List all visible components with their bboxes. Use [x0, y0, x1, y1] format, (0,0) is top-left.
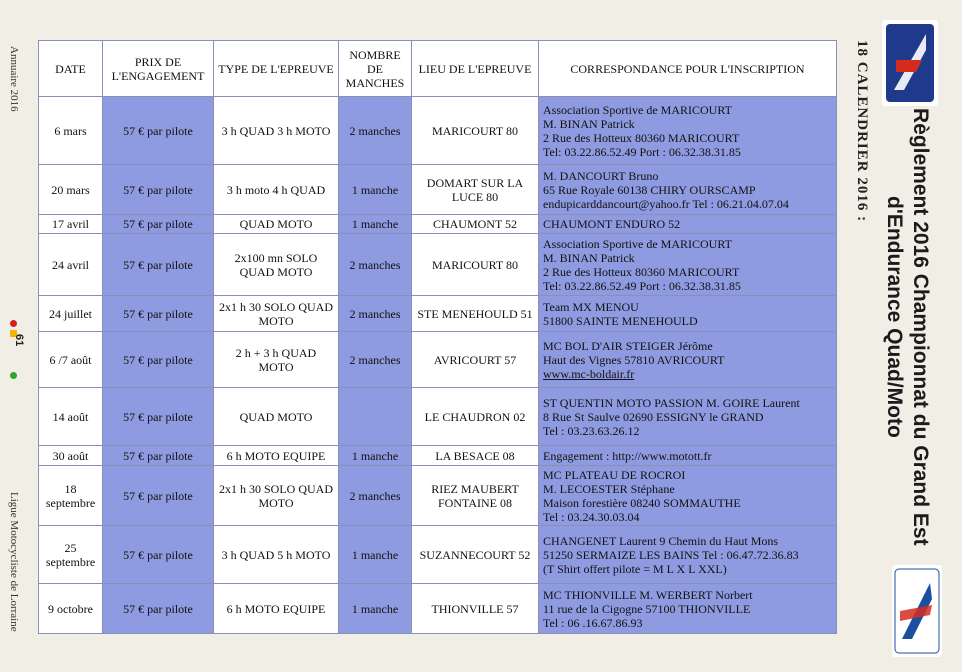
header-prix: PRIX DE L'ENGAGEMENT	[103, 41, 214, 97]
cell-prix: 57 € par pilote	[103, 526, 214, 584]
cell-type: 2x1 h 30 SOLO QUAD MOTO	[214, 466, 339, 526]
cell-date: 9 octobre	[39, 584, 103, 634]
ligue-label: Ligue Motocycliste de Lorraine	[8, 492, 20, 632]
correspondance-line: Tel : 03.24.30.03.04	[543, 509, 640, 524]
correspondance-line: MC PLATEAU DE ROCROI	[543, 467, 686, 482]
cell-type: 6 h MOTO EQUIPE	[214, 584, 339, 634]
cell-date: 18 septembre	[39, 466, 103, 526]
cell-correspondance	[539, 466, 837, 526]
cell-date: 6 /7 août	[39, 332, 103, 388]
cell-manches: 2 manches	[339, 97, 412, 165]
table-row	[39, 215, 837, 234]
correspondance-line: 65 Rue Royale 60138 CHIRY OURSCAMP	[543, 182, 756, 197]
correspondance-line: Maison forestière 08240 SOMMAUTHE	[543, 495, 741, 510]
title-line-1: Règlement 2016 Championnat du Grand Est	[909, 108, 932, 546]
header-lieu: LIEU DE L'EPREUVE	[412, 41, 539, 97]
cell-date: 6 mars	[39, 97, 103, 165]
cell-prix: 57 € par pilote	[103, 332, 214, 388]
ffm-logo	[882, 20, 938, 106]
table-row	[39, 332, 837, 388]
red-dot-icon	[10, 320, 17, 327]
correspondance-line: CHAUMONT ENDURO 52	[543, 217, 681, 231]
table-row	[39, 584, 837, 634]
correspondance-line: MC BOL D'AIR STEIGER Jérôme	[543, 338, 713, 353]
correspondance-line: 51800 SAINTE MENEHOULD	[543, 313, 698, 328]
correspondance-line: Association Sportive de MARICOURT	[543, 236, 732, 251]
cell-lieu: THIONVILLE 57	[412, 584, 539, 634]
cell-lieu: CHAUMONT 52	[412, 215, 539, 234]
correspondance-line: Tel : 03.23.63.26.12	[543, 423, 640, 438]
cell-type: 6 h MOTO EQUIPE	[214, 446, 339, 466]
title-line-2: d'Endurance Quad/Moto	[883, 196, 906, 438]
calendar-table	[38, 40, 837, 634]
correspondance-line[interactable]: www.mc-boldair.fr	[543, 366, 635, 381]
correspondance-line: 2 Rue des Hotteux 80360 MARICOURT	[543, 264, 740, 279]
cell-date: 25 septembre	[39, 526, 103, 584]
cell-manches: 2 manches	[339, 332, 412, 388]
cell-date: 24 juillet	[39, 296, 103, 332]
cell-correspondance	[539, 215, 837, 234]
cell-prix: 57 € par pilote	[103, 234, 214, 296]
table-header-row	[39, 41, 837, 97]
correspondance-line: Tel : 06 .16.67.86.93	[543, 615, 643, 630]
correspondance-line: Association Sportive de MARICOURT	[543, 102, 732, 117]
cell-correspondance	[539, 97, 837, 165]
cell-manches: 2 manches	[339, 234, 412, 296]
cell-correspondance	[539, 526, 837, 584]
correspondance-line: Haut des Vignes 57810 AVRICOURT	[543, 352, 725, 367]
cell-date: 30 août	[39, 446, 103, 466]
header-date: DATE	[39, 41, 103, 97]
correspondance-line: 11 rue de la Cigogne 57100 THIONVILLE	[543, 601, 751, 616]
cell-lieu: DOMART SUR LA LUCE 80	[412, 165, 539, 215]
cell-date: 20 mars	[39, 165, 103, 215]
cell-type: 2 h + 3 h QUAD MOTO	[214, 332, 339, 388]
table-row	[39, 446, 837, 466]
cell-prix: 57 € par pilote	[103, 215, 214, 234]
table-row	[39, 97, 837, 165]
cell-prix: 57 € par pilote	[103, 296, 214, 332]
cell-correspondance	[539, 332, 837, 388]
cell-manches: 1 manche	[339, 165, 412, 215]
cell-manches: 1 manche	[339, 446, 412, 466]
cell-date: 14 août	[39, 388, 103, 446]
cell-prix: 57 € par pilote	[103, 388, 214, 446]
cell-prix: 57 € par pilote	[103, 466, 214, 526]
header-type: TYPE DE L'EPREUVE	[214, 41, 339, 97]
table-row	[39, 234, 837, 296]
cell-prix: 57 € par pilote	[103, 584, 214, 634]
cell-manches: 2 manches	[339, 296, 412, 332]
lml-logo	[892, 565, 942, 657]
cell-prix: 57 € par pilote	[103, 97, 214, 165]
correspondance-line: 2 Rue des Hotteux 80360 MARICOURT	[543, 130, 740, 145]
cell-correspondance	[539, 234, 837, 296]
cell-type: QUAD MOTO	[214, 388, 339, 446]
cell-manches	[339, 388, 412, 446]
correspondance-line: M. LECOESTER Stéphane	[543, 481, 675, 496]
cell-date: 24 avril	[39, 234, 103, 296]
correspondance-line: M. DANCOURT Bruno	[543, 168, 659, 183]
cell-lieu: LA BESACE 08	[412, 446, 539, 466]
cell-lieu: STE MENEHOULD 51	[412, 296, 539, 332]
cell-prix: 57 € par pilote	[103, 446, 214, 466]
cell-type: 3 h moto 4 h QUAD	[214, 165, 339, 215]
page-number: 61	[13, 334, 25, 347]
cell-lieu: MARICOURT 80	[412, 234, 539, 296]
correspondance-line: Team MX MENOU	[543, 299, 639, 314]
table-row	[39, 526, 837, 584]
cell-correspondance	[539, 584, 837, 634]
cell-lieu: AVRICOURT 57	[412, 332, 539, 388]
cell-type: 2x1 h 30 SOLO QUAD MOTO	[214, 296, 339, 332]
cell-lieu: MARICOURT 80	[412, 97, 539, 165]
correspondance-line: endupicarddancourt@yahoo.fr Tel : 06.21.04.07.04	[543, 196, 789, 211]
correspondance-line: M. BINAN Patrick	[543, 250, 635, 265]
table-row	[39, 296, 837, 332]
correspondance-line: 51250 SERMAIZE LES BAINS Tel : 06.47.72.36.83	[543, 547, 799, 562]
cell-type: 2x100 mn SOLO QUAD MOTO	[214, 234, 339, 296]
cell-manches: 1 manche	[339, 584, 412, 634]
cell-lieu: RIEZ MAUBERT FONTAINE 08	[412, 466, 539, 526]
cell-type: 3 h QUAD 3 h MOTO	[214, 97, 339, 165]
cell-correspondance	[539, 296, 837, 332]
calendar-heading: 18 CALENDRIER 2016 :	[854, 40, 870, 223]
cell-correspondance	[539, 165, 837, 215]
cell-lieu: LE CHAUDRON 02	[412, 388, 539, 446]
green-dot-icon	[10, 372, 17, 379]
cell-prix: 57 € par pilote	[103, 165, 214, 215]
table-row	[39, 466, 837, 526]
cell-manches: 1 manche	[339, 215, 412, 234]
correspondance-line: Tel: 03.22.86.52.49 Port : 06.32.38.31.85	[543, 278, 741, 293]
correspondance-line: ST QUENTIN MOTO PASSION M. GOIRE Laurent	[543, 395, 800, 410]
correspondance-line[interactable]: Engagement : http://www.motott.fr	[543, 448, 712, 463]
cell-correspondance	[539, 388, 837, 446]
header-correspondance: CORRESPONDANCE POUR L'INSCRIPTION	[539, 41, 837, 97]
header-manches: NOMBRE DE MANCHES	[339, 41, 412, 97]
table-row	[39, 388, 837, 446]
cell-type: QUAD MOTO	[214, 215, 339, 234]
page-marker	[10, 320, 30, 380]
cell-lieu: SUZANNECOURT 52	[412, 526, 539, 584]
correspondance-line: (T Shirt offert pilote = M L X L XXL)	[543, 561, 727, 576]
correspondance-line: M. BINAN Patrick	[543, 116, 635, 131]
cell-manches: 2 manches	[339, 466, 412, 526]
correspondance-line: 8 Rue St Saulve 02690 ESSIGNY le GRAND	[543, 409, 764, 424]
cell-correspondance	[539, 446, 837, 466]
correspondance-line: CHANGENET Laurent 9 Chemin du Haut Mons	[543, 533, 779, 548]
table-row	[39, 165, 837, 215]
cell-manches: 1 manche	[339, 526, 412, 584]
correspondance-line: Tel: 03.22.86.52.49 Port : 06.32.38.31.85	[543, 144, 741, 159]
correspondance-line: MC THIONVILLE M. WERBERT Norbert	[543, 587, 753, 602]
cell-date: 17 avril	[39, 215, 103, 234]
cell-type: 3 h QUAD 5 h MOTO	[214, 526, 339, 584]
annuaire-label: Annuaire 2016	[8, 46, 20, 112]
